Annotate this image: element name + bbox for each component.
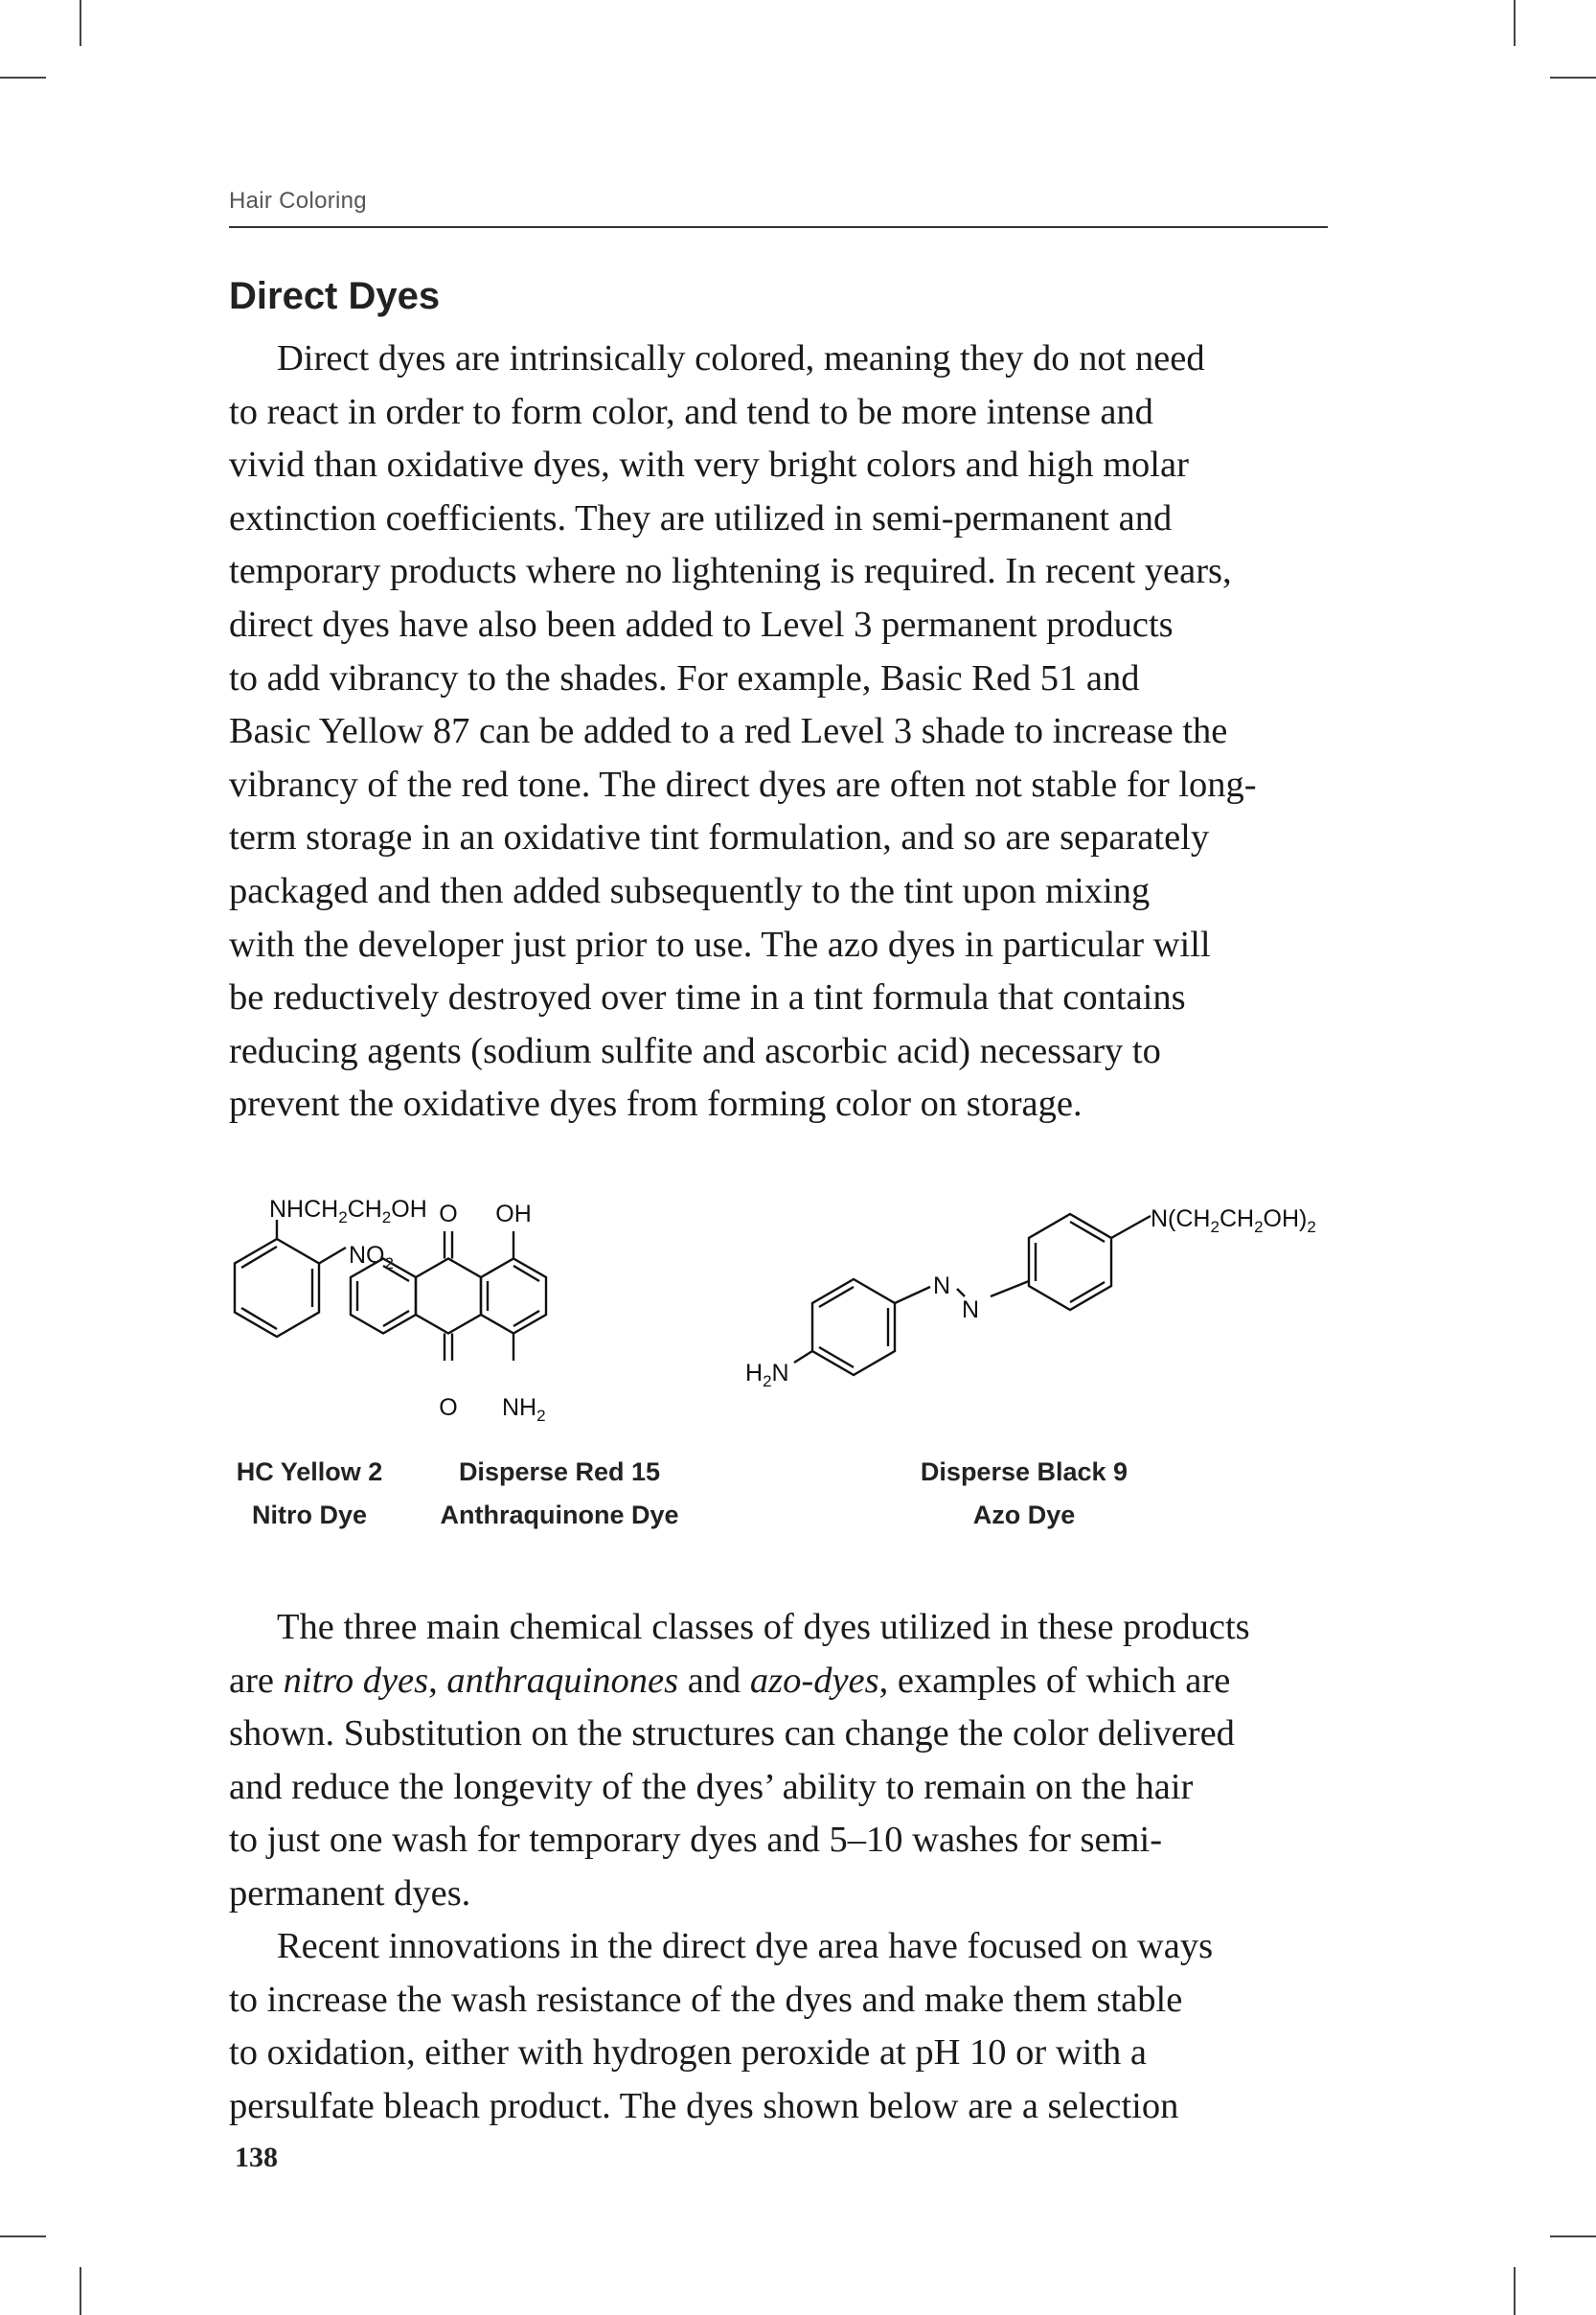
term-nitro-dyes: nitro dyes [283, 1660, 429, 1701]
dye-name: Disperse Red 15 [458, 1457, 661, 1486]
dye-name: Disperse Black 9 [920, 1457, 1129, 1486]
paragraph-line: packaged and then added subsequently to the tint upon mixing [229, 870, 1151, 911]
dye-class: Azo Dye [972, 1501, 1076, 1529]
azo-n1-label: N [933, 1272, 951, 1299]
paragraph-2 [229, 1601, 1331, 1921]
running-header: Hair Coloring [229, 188, 367, 214]
paragraph-line: Direct dyes are intrinsically colored, meaning they do not need [277, 338, 1205, 378]
paragraph-line: to add vibrancy to the shades. For example, Basic Red 51 and [229, 657, 1140, 699]
paragraph-line: to react in order to form color, and tend to be more intense and [229, 391, 1153, 432]
text-run: are [229, 1660, 284, 1701]
paragraph-line: shown. Substitution on the structures can change the color delivered [229, 1713, 1235, 1754]
paragraph-line: vivid than oxidative dyes, with very bright colors and high molar [229, 445, 1189, 486]
paragraph-line: prevent the oxidative dyes from forming color on storage. [229, 1084, 1083, 1125]
dye-name: HC Yellow 2 [236, 1457, 383, 1486]
paragraph-line: Recent innovations in the direct dye area have focused on ways [277, 1926, 1214, 1966]
hc-yellow-2-substituent-label: $NHCH_2CH_2OH$ [269, 1196, 427, 1226]
text-run: , examples of which are [878, 1660, 1231, 1701]
crop-mark [1550, 77, 1596, 79]
paragraph-line: to increase the wash resistance of the dyes and make them stable [229, 1979, 1183, 2020]
paragraph-line: The three main chemical classes of dyes utilized in these products [277, 1607, 1250, 1647]
paragraph-line [229, 1655, 1331, 1708]
paragraph-line: and reduce the longevity of the dyes’ ability to remain on the hair [229, 1766, 1194, 1807]
paragraph-line: be reductively destroyed over time in a tint formula that contains [229, 977, 1186, 1019]
caption-hc-yellow-2 [229, 1457, 390, 1530]
term-azo-dyes: azo-dyes [749, 1660, 879, 1701]
header-rule [229, 226, 1328, 228]
amino-label: $NH_2$ [502, 1394, 546, 1425]
azo-n2-label: N [962, 1296, 980, 1323]
dye-structures-figure [229, 1193, 1331, 1552]
text-run: and [678, 1660, 750, 1701]
caption-disperse-red-15 [425, 1457, 694, 1530]
paragraph-1 [229, 332, 1331, 1132]
crop-mark [0, 77, 46, 79]
paragraph-line: persulfate bleach product. The dyes shown below are a selection [229, 2085, 1179, 2126]
paragraph-3 [229, 1920, 1331, 2133]
paragraph-line: extinction coefficients. They are utilized in semi-permanent and [229, 497, 1173, 539]
crop-mark [1514, 2267, 1516, 2315]
crop-mark [80, 0, 81, 46]
paragraph-line: vibrancy of the red tone. The direct dyes are often not stable for long- [229, 764, 1257, 805]
page-number: 138 [235, 2142, 278, 2173]
diethanolamine-label: $N(CH_2CH_2OH)_2$ [1151, 1205, 1316, 1236]
term-anthraquinones: anthraquinones [446, 1660, 679, 1701]
paragraph-line: term storage in an oxidative tint formulation, and so are separately [229, 817, 1210, 859]
section-title: Direct Dyes [229, 275, 441, 317]
crop-mark [1514, 0, 1516, 46]
dye-class: Anthraquinone Dye [440, 1501, 679, 1529]
paragraph-line: reducing agents (sodium sulfite and ascorbic acid) necessary to [229, 1030, 1161, 1071]
crop-mark [1550, 2235, 1596, 2237]
disperse-black-9-structure [745, 1205, 1316, 1390]
hydroxyl-label: OH [495, 1201, 532, 1227]
carbonyl-o-top-label: O [439, 1201, 458, 1227]
paragraph-line: temporary products where no lightening is required. In recent years, [229, 551, 1232, 592]
paragraph-line: with the developer just prior to use. The azo dyes in particular will [229, 924, 1211, 965]
text-run: , [428, 1660, 447, 1701]
caption-disperse-black-9 [880, 1457, 1168, 1530]
crop-mark [80, 2267, 81, 2315]
h2n-label: $H_2N$ [745, 1360, 789, 1390]
dye-class: Nitro Dye [251, 1501, 368, 1529]
paragraph-line: direct dyes have also been added to Level 3 permanent products [229, 604, 1174, 645]
paragraph-line: permanent dyes. [229, 1872, 471, 1914]
nitro-group-label: $NO_2$ [349, 1242, 394, 1272]
crop-mark [0, 2235, 46, 2237]
paragraph-line: Basic Yellow 87 can be added to a red Level 3 shade to increase the [229, 711, 1228, 752]
carbonyl-o-bottom-label: O [439, 1394, 458, 1421]
disperse-red-15-structure [351, 1201, 546, 1425]
paragraph-line: to just one wash for temporary dyes and 5–10 washes for semi- [229, 1820, 1163, 1861]
paragraph-line: to oxidation, either with hydrogen peroxide at pH 10 or with a [229, 2032, 1148, 2074]
